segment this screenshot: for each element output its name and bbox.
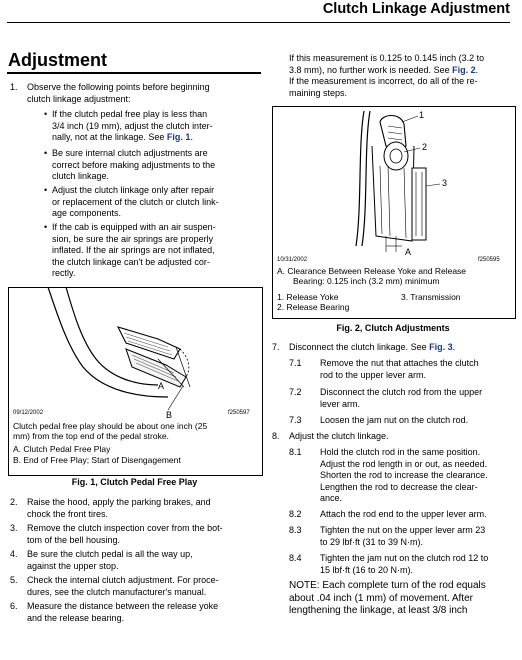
- figure-text: mm) from the top end of the pedal stroke.: [13, 431, 169, 441]
- legend-item: B. End of Free Play; Start of Disengagement: [13, 455, 181, 465]
- section-title: Adjustment: [8, 50, 107, 70]
- step-1-line: Observe the following points before beginning: [27, 82, 210, 92]
- callout-3: 3: [442, 178, 448, 188]
- legend-item: Bearing: 0.125 inch (3.2 mm) minimum: [293, 276, 440, 286]
- step-number: 3.: [10, 523, 18, 533]
- bullet-line: clutch linkage.: [52, 171, 110, 181]
- step-line: chock the front tires.: [27, 508, 109, 519]
- callout-b: B: [166, 410, 173, 420]
- callout-a: A: [405, 247, 412, 257]
- step-number: 2.: [10, 497, 18, 507]
- substep-line: Hold the clutch rod in the same position.: [320, 447, 481, 457]
- paragraph-line: maining steps.: [289, 87, 348, 98]
- step-line: tom of the bell housing.: [27, 534, 121, 545]
- legend-item: 2. Release Bearing: [277, 302, 350, 312]
- substep-line: Attach the rod end to the upper lever arm.: [320, 509, 487, 519]
- step-line: against the upper stop.: [27, 560, 119, 571]
- bullet-line: • Be sure internal clutch adjustments are: [52, 148, 208, 160]
- bullet-line: the clutch linkage can't be adjusted cor-: [52, 256, 210, 267]
- step-line: Check the internal clutch adjustment. For proce-: [27, 575, 219, 585]
- step-line: and the release bearing.: [27, 612, 125, 623]
- figure-date: 09/12/2002: [13, 410, 44, 416]
- step-1-line: clutch linkage adjustment:: [27, 93, 131, 104]
- substep-line: Shorten the rod to increase the clearance.: [320, 470, 488, 480]
- bullet-line: inflated. If the air springs are not inflated,: [52, 245, 215, 255]
- figure-1-caption: Fig. 1, Clutch Pedal Free Play: [71, 477, 198, 487]
- substep-line: ance.: [320, 493, 343, 503]
- figure-id: f250595: [478, 257, 500, 263]
- bullet-line: or replacement of the clutch or clutch link-: [52, 196, 219, 207]
- substep-line: Disconnect the clutch rod from the upper: [320, 387, 483, 397]
- step-line: Measure the distance between the release yoke: [27, 601, 219, 611]
- substep-line: 15 lbf·ft (16 to 20 N·m).: [320, 564, 414, 575]
- clutch-adjustment-illustration: [272, 106, 514, 256]
- substep-line: Tighten the jam nut on the clutch rod 12 to: [320, 553, 489, 563]
- substep-number: 7.3: [289, 415, 302, 425]
- bullet-line: • If the cab is equipped with an air suspen-: [52, 222, 216, 234]
- substep-line: Adjust the rod length in or out, as needed.: [320, 458, 488, 469]
- fig-3-link[interactable]: Fig. 3: [429, 342, 453, 352]
- fig-1-link[interactable]: Fig. 1: [166, 132, 191, 142]
- legend-item: A. Clutch Pedal Free Play: [13, 444, 111, 454]
- substep-line: Lengthen the rod to decrease the clear-: [320, 481, 478, 492]
- step-number: 4.: [10, 549, 18, 559]
- note-line: lengthening the linkage, at least 3/8 inch: [289, 605, 468, 616]
- step-number: 7.: [272, 342, 280, 352]
- step-line: Raise the hood, apply the parking brakes, and: [27, 497, 211, 507]
- bullet-line: 3/4 inch (19 mm), adjust the clutch inter-: [52, 120, 213, 131]
- substep-number: 7.2: [289, 387, 302, 397]
- substep-line: to 29 lbf·ft (31 to 39 N·m).: [320, 536, 424, 547]
- substep-line: Remove the nut that attaches the clutch: [320, 358, 479, 368]
- figure-2-caption: Fig. 2, Clutch Adjustments: [336, 323, 450, 333]
- bullet-line: correct before making adjustments to the: [52, 159, 216, 170]
- substep-line: rod to the upper lever arm.: [320, 369, 427, 380]
- legend-item: 3. Transmission: [401, 292, 461, 302]
- step-line: dures, see the clutch manufacturer's manual.: [27, 586, 207, 597]
- substep-line: lever arm.: [320, 398, 361, 409]
- section-title-rule: [7, 72, 261, 74]
- bullet-line: nally, not at the linkage. See Fig. 1.: [52, 132, 193, 142]
- substep-number: 8.4: [289, 553, 302, 563]
- fig-2-link[interactable]: Fig. 2: [452, 64, 476, 75]
- note-line: about .04 inch (1 mm) of movement. After: [289, 592, 473, 604]
- figure-date: 10/31/2002: [277, 257, 308, 263]
- substep-line: Loosen the jam nut on the clutch rod.: [320, 415, 469, 425]
- paragraph-line: 3.8 mm), no further work is needed. See Fig. 2.: [289, 64, 479, 75]
- figure-id: f250597: [228, 410, 250, 416]
- step-line: Remove the clutch inspection cover from the bot-: [27, 523, 223, 533]
- substep-line: Tighten the nut on the upper lever arm 23: [320, 525, 486, 535]
- legend-item: 1. Release Yoke: [277, 292, 339, 302]
- callout-1: 1: [419, 110, 425, 120]
- bullet-line: • If the clutch pedal free play is less than: [52, 109, 207, 121]
- step-number: 5.: [10, 575, 18, 585]
- bullet-line: age components.: [52, 208, 122, 218]
- paragraph-line: If this measurement is 0.125 to 0.145 inch (3.2 to: [289, 53, 485, 63]
- step-line: Be sure the clutch pedal is all the way up,: [27, 549, 193, 559]
- bullet-line: rectly.: [52, 268, 76, 278]
- legend-item: A. Clearance Between Release Yoke and Release: [277, 266, 467, 276]
- step-7-line: Disconnect the clutch linkage. See Fig. 3.: [289, 342, 456, 352]
- callout-2: 2: [422, 142, 428, 152]
- step-number: 1.: [10, 82, 18, 92]
- substep-number: 8.3: [289, 525, 302, 535]
- substep-number: 7.1: [289, 358, 302, 368]
- step-number: 6.: [10, 601, 18, 611]
- substep-number: 8.1: [289, 447, 302, 457]
- step-number: 8.: [272, 431, 280, 441]
- step-8-line: Adjust the clutch linkage.: [289, 431, 389, 441]
- substep-number: 8.2: [289, 509, 302, 519]
- note-line: NOTE: Each complete turn of the rod equals: [289, 580, 486, 591]
- paragraph-line: If the measurement is incorrect, do all of the re-: [289, 76, 478, 86]
- figure-text: Clutch pedal free play should be about one inch (25: [13, 421, 208, 431]
- bullet-line: sion, be sure the air springs are properly: [52, 233, 214, 244]
- clutch-pedal-illustration: [8, 287, 261, 412]
- header-rule: [7, 22, 510, 23]
- bullet-line: • Adjust the clutch linkage only after repair: [52, 185, 214, 197]
- callout-a: A: [158, 381, 165, 391]
- page-header-title: Clutch Linkage Adjustment: [322, 1, 510, 17]
